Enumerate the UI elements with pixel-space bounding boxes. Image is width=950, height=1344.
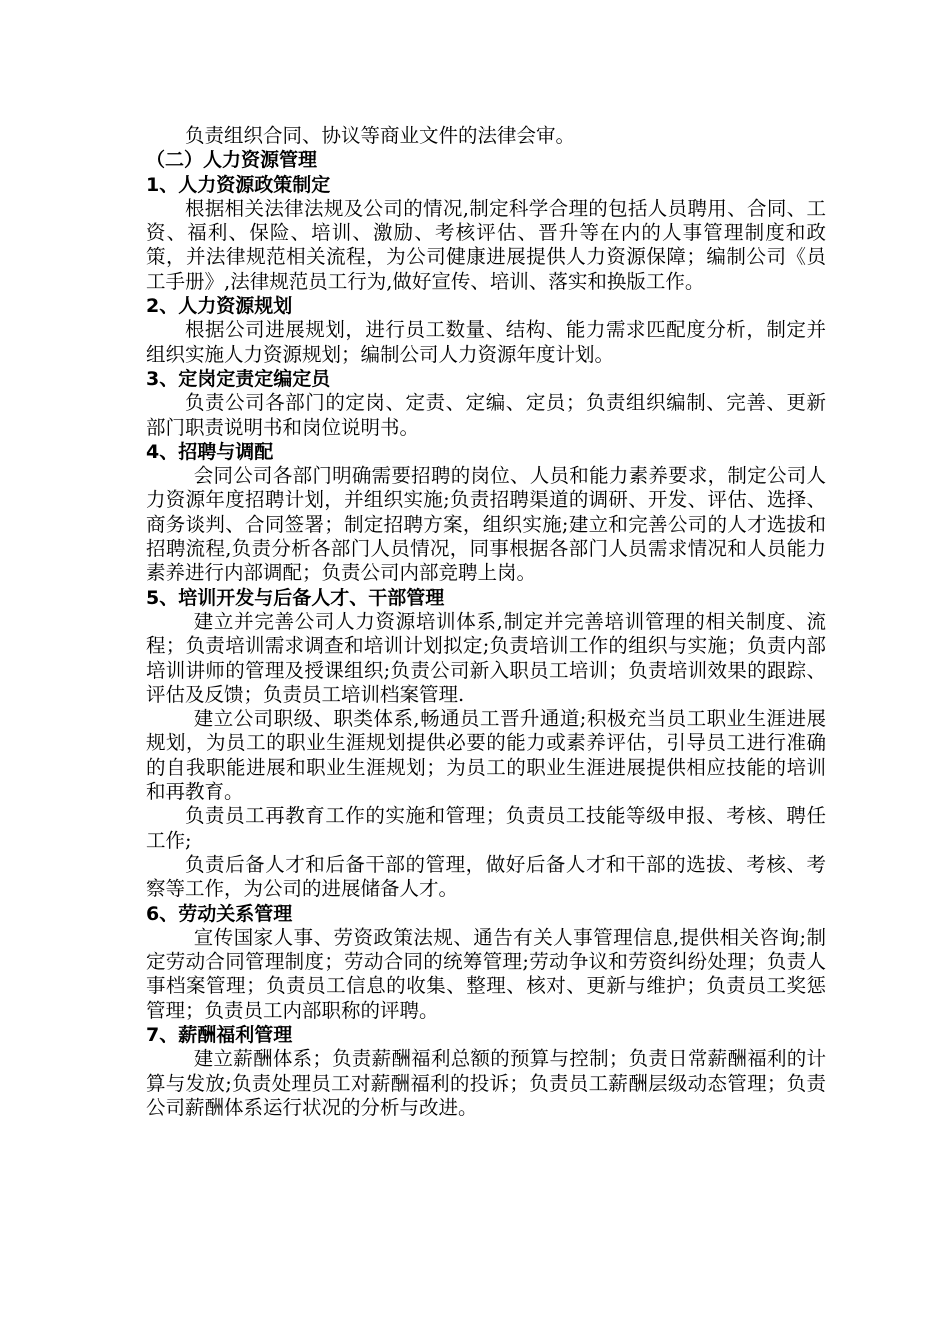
item-2-paragraph-1: 根据公司进展规划，进行员工数量、结构、能力需求匹配度分析，制定并组织实施人力资源规划；编制公司人力资源年度计划。 [146, 318, 826, 366]
item-heading-3: 3、定岗定责定编定员 [146, 367, 331, 390]
item-5-paragraph-2: 建立公司职级、职类体系,畅通员工晋升通道;积极充当员工职业生涯进展规划，为员工的职业生涯规划提供必要的能力或素养评估，引导员工进行准确的自我职能进展和职业生涯规划；为员工的职业生涯进展提供相应技能的培训和再教育。 [146, 707, 826, 804]
item-7-paragraph-1: 建立薪酬体系；负责薪酬福利总额的预算与控制；负责日常薪酬福利的计算与发放;负责处理员工对薪酬福利的投诉；负责员工薪酬层级动态管理；负责公司薪酬体系运行状况的分析与改进。 [146, 1047, 826, 1119]
item-3-paragraph-1: 负责公司各部门的定岗、定责、定编、定员；负责组织编制、完善、更新部门职责说明书和岗位说明书。 [146, 391, 826, 439]
item-4-paragraph-1: 会同公司各部门明确需要招聘的岗位、人员和能力素养要求，制定公司人力资源年度招聘计划，并组织实施;负责招聘渠道的调研、开发、评估、选择、商务谈判、合同签署；制定招聘方案，组织实施;建立和完善公司的人才选拔和招聘流程,负责分析各部门人员情况，同事根据各部门人员需求情况和人员能力素养进行内部调配；负责公司内部竞聘上岗。 [146, 464, 826, 585]
item-heading-1: 1、人力资源政策制定 [146, 173, 331, 196]
item-heading-6: 6、劳动关系管理 [146, 902, 293, 925]
item-heading-2: 2、人力资源规划 [146, 295, 293, 318]
document-body [146, 124, 826, 1120]
section-heading: （二）人力资源管理 [146, 149, 318, 172]
item-5-paragraph-4: 负责后备人才和后备干部的管理，做好后备人才和干部的选拔、考核、考察等工作，为公司的进展储备人才。 [146, 852, 826, 901]
item-1-paragraph-1: 根据相关法律法规及公司的情况,制定科学合理的包括人员聘用、合同、工资、福利、保险、培训、激励、考核评估、晋升等在内的人事管理制度和政策，并法律规范相关流程，为公司健康进展提供人力资源保障；编制公司《员工手册》,法律规范员工行为,做好宣传、培训、落实和换版工作。 [146, 196, 826, 293]
item-5-paragraph-1: 建立并完善公司人力资源培训体系,制定并完善培训管理的相关制度、流程；负责培训需求调查和培训计划拟定;负责培训工作的组织与实施；负责内部培训讲师的管理及授课组织;负责公司新入职员工培训；负责培训效果的跟踪、评估及反馈；负责员工培训档案管理. [146, 609, 826, 706]
item-5-paragraph-3: 负责员工再教育工作的实施和管理；负责员工技能等级申报、考核、聘任工作; [146, 804, 826, 852]
item-heading-4: 4、招聘与调配 [146, 440, 274, 463]
item-6-paragraph-1: 宣传国家人事、劳资政策法规、通告有关人事管理信息,提供相关咨询;制定劳动合同管理制度；劳动合同的统筹管理;劳动争议和劳资纠纷处理；负责人事档案管理；负责员工信息的收集、整理、核对、更新与维护；负责员工奖惩管理；负责员工内部职称的评聘。 [146, 925, 826, 1022]
item-heading-5: 5、培训开发与后备人才、干部管理 [146, 586, 445, 609]
item-heading-7: 7、薪酬福利管理 [146, 1023, 293, 1046]
intro-paragraph: 负责组织合同、协议等商业文件的法律会审。 [185, 124, 576, 147]
